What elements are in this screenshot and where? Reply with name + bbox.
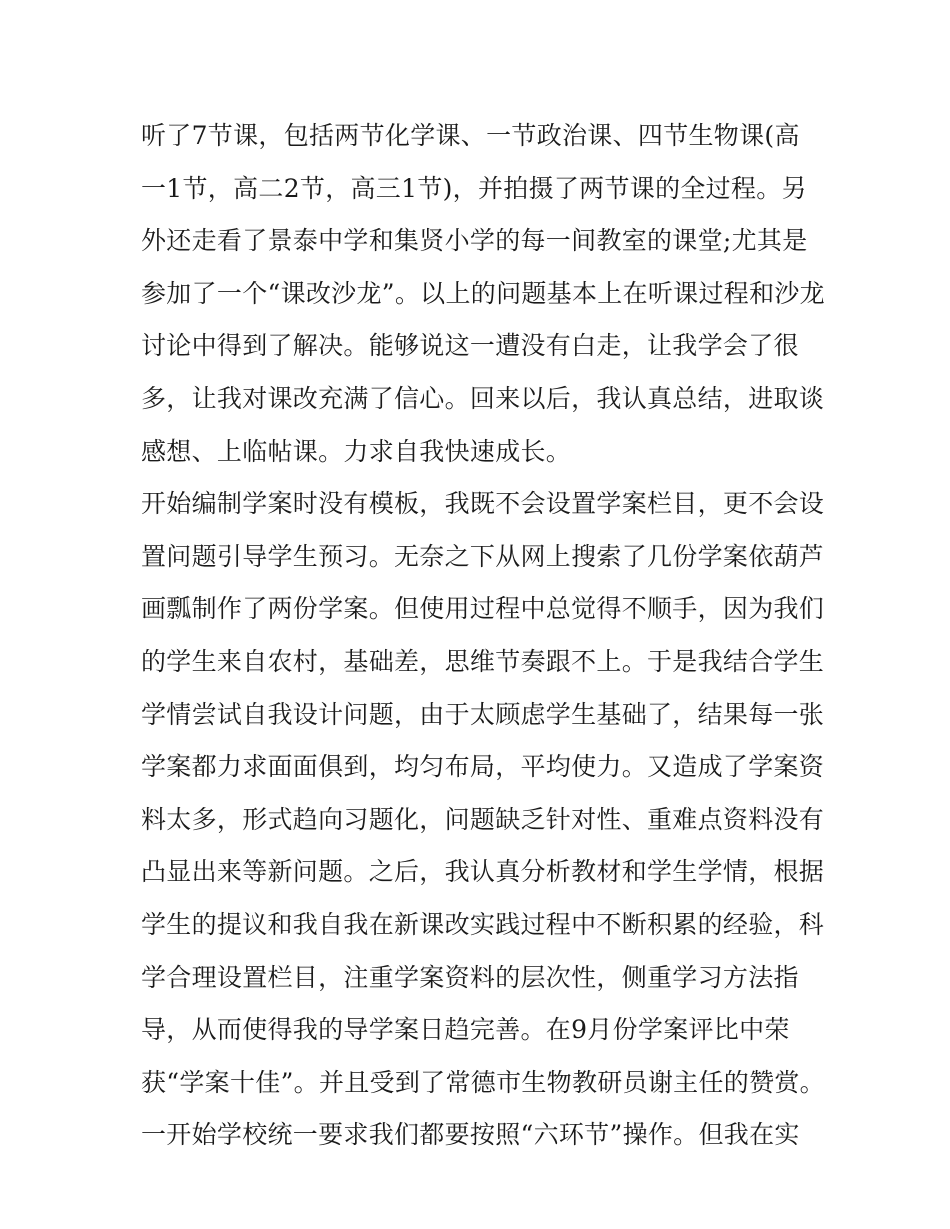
text-line: 置问题引导学生预习。无奈之下从网上搜索了几份学案依葫芦 [141,541,825,571]
text-line: 开始编制学案时没有模板，我既不会设置学案栏目，更不会设 [141,489,825,519]
text-line: 一1节，高二2节，高三1节)，并拍摄了两节课的全过程。另 [141,173,807,203]
text-line: 听了7节课，包括两节化学课、一节政治课、四节生物课(高 [141,121,800,150]
text-line: 感想、上临帖课。力求自我快速成长。 [141,436,572,466]
text-line: 学生的提议和我自我在新课改实践过程中不断积累的经验，科 [141,909,825,939]
text-line: 凸显出来等新问题。之后，我认真分析教材和学生学情，根据 [141,857,825,887]
text-line: 多，让我对课改充满了信心。回来以后，我认真总结，进取谈 [141,383,825,413]
body-text [141,110,825,1162]
text-line: 一开始学校统一要求我们都要按照“六环节”操作。但我在实 [141,1120,800,1150]
text-line: 学情尝试自我设计问题，由于太顾虑学生基础了，结果每一张 [141,699,825,729]
text-line: 外还走看了景泰中学和集贤小学的每一间教室的课堂;尤其是 [141,226,808,256]
text-line: 学案都力求面面俱到，均匀布局，平均使力。又造成了学案资 [141,752,825,782]
text-line: 的学生来自农村，基础差，思维节奏跟不上。于是我结合学生 [141,646,825,676]
text-line: 画瓢制作了两份学案。但使用过程中总觉得不顺手，因为我们 [141,594,825,624]
text-line: 学合理设置栏目，注重学案资料的层次性，侧重学习方法指 [141,962,799,992]
text-line: 导，从而使得我的导学案日趋完善。在9月份学案评比中荣 [141,1015,790,1045]
text-line: 参加了一个“课改沙龙”。以上的问题基本上在听课过程和沙龙 [141,278,825,308]
text-line: 料太多，形式趋向习题化，问题缺乏针对性、重难点资料没有 [141,804,825,834]
text-line: 获“学案十佳”。并且受到了常德市生物教研员谢主任的赞赏。 [141,1067,825,1097]
text-line: 讨论中得到了解决。能够说这一遭没有白走，让我学会了很 [141,331,799,361]
